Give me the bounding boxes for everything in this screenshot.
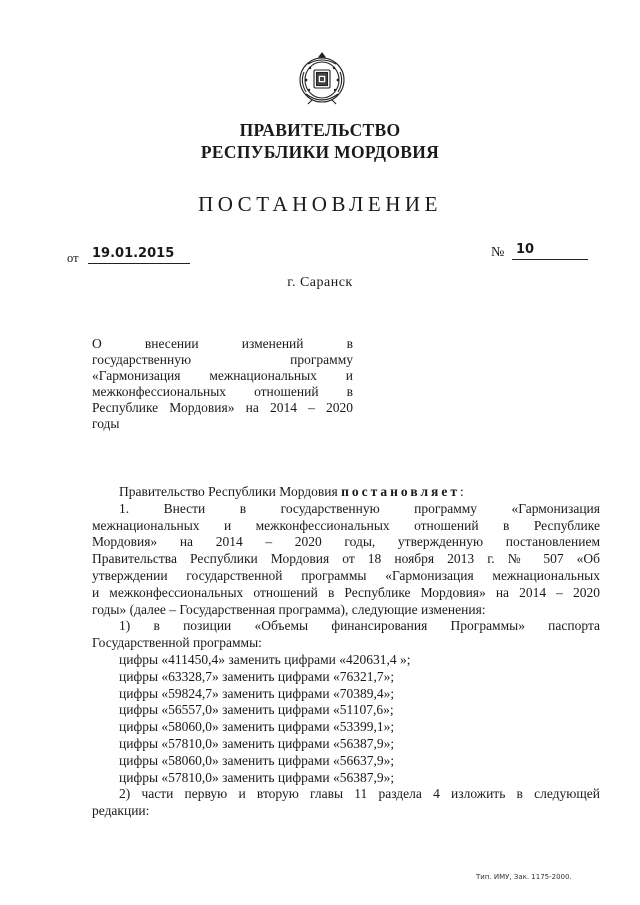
paragraph-line: Государственной программы:: [92, 635, 262, 651]
paragraph-line: 2) части первую и вторую главы 11 раздела 4 изложить в следующей: [119, 786, 600, 802]
number-label: №: [491, 245, 505, 260]
decree-body: [92, 484, 600, 820]
preamble-end: :: [459, 484, 464, 499]
replacement-line: цифры «411450,4» заменить цифрами «420631,4 »;: [119, 651, 411, 667]
date-label: от: [67, 251, 79, 265]
subject-line: межконфессиональных отношений в: [92, 384, 353, 399]
government-title-line-1: ПРАВИТЕЛЬСТВО: [239, 120, 401, 140]
replacement-line: цифры «63328,7» заменить цифрами «76321,7»;: [119, 668, 395, 684]
subject-line: годы: [92, 416, 120, 431]
replacement-line: цифры «56557,0» заменить цифрами «51107,6»;: [119, 702, 394, 718]
paragraph-line: межнациональных и межконфессиональных отношений в Республике: [92, 517, 600, 533]
paragraph-line: годы» (далее – Государственная программа), следующие изменения:: [92, 601, 486, 617]
decree-subject: [92, 336, 353, 432]
decree-title: ПОСТАНОВЛЕНИЕ: [198, 192, 442, 216]
paragraph-line: редакции:: [92, 803, 150, 819]
preamble-verb: постановляет: [341, 484, 460, 499]
decree-number: 10: [512, 240, 588, 260]
paragraph-line: 1. Внести в государственную программу «Гармонизация: [119, 500, 600, 516]
replacement-line: цифры «58060,0» заменить цифрами «53399,1»;: [119, 719, 395, 735]
preamble: [92, 484, 600, 501]
print-info: Тип. ИМУ, Зак. 1175-2000.: [476, 873, 572, 881]
city: г. Саранск: [287, 275, 353, 290]
replacement-line: цифры «58060,0» заменить цифрами «56637,9»;: [119, 752, 395, 768]
subject-line: «Гармонизация межнациональных и: [92, 368, 353, 383]
decree-date: 19.01.2015: [88, 244, 190, 264]
subject-line: Республике Мордовия» на 2014 – 2020: [92, 400, 353, 415]
paragraph-line: и межконфессиональных отношений в Республике Мордовия» на 2014 – 2020: [92, 584, 600, 600]
paragraph-line: Мордовия» на 2014 – 2020 годы, утвержденную постановлением: [92, 534, 600, 550]
replacement-line: цифры «57810,0» заменить цифрами «56387,9»;: [119, 769, 395, 785]
preamble-text: Правительство Республики Мордовия: [119, 484, 338, 499]
coat-of-arms-icon: [296, 50, 348, 106]
paragraph-line: 1) в позиции «Объемы финансирования Программы» паспорта: [119, 618, 600, 634]
replacement-line: цифры «57810,0» заменить цифрами «56387,9»;: [119, 735, 395, 751]
subject-line: О внесении изменений в: [92, 336, 353, 351]
replacement-line: цифры «59824,7» заменить цифрами «70389,4»;: [119, 685, 395, 701]
subject-line: государственную программу: [92, 352, 353, 367]
government-title-line-2: РЕСПУБЛИКИ МОРДОВИЯ: [200, 142, 440, 162]
paragraph-line: утверждении государственной программы «Гармонизация межнациональных: [92, 567, 600, 583]
paragraph-line: Правительства Республики Мордовия от 18 ноября 2013 г. № 507 «Об: [92, 551, 600, 567]
